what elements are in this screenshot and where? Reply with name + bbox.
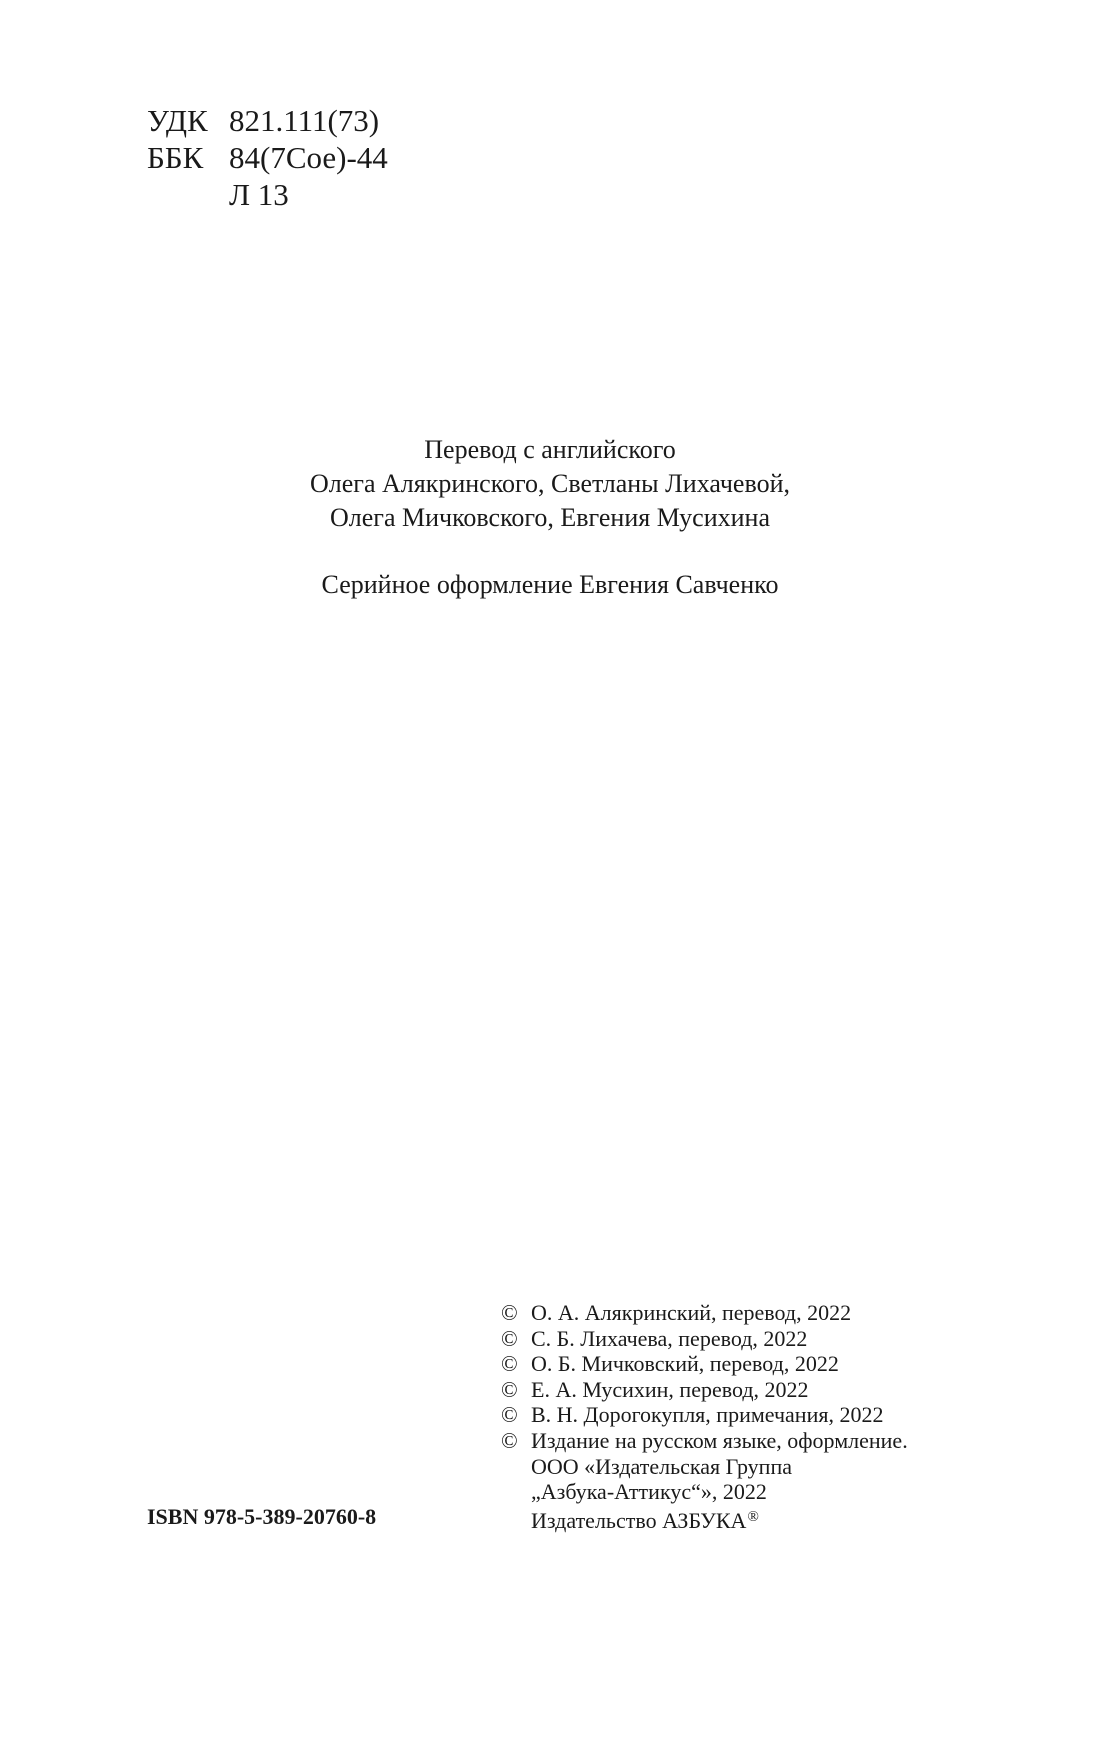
classification-block bbox=[147, 102, 388, 213]
publisher-line: ООО «Издательская Группа bbox=[531, 1453, 792, 1479]
bbk-label: ББК bbox=[147, 140, 204, 175]
copyright-text: О. Б. Мичковский, перевод, 2022 bbox=[531, 1351, 839, 1377]
copyright-sign: © bbox=[501, 1402, 518, 1428]
registered-mark: ® bbox=[747, 1508, 759, 1525]
copyright-text: Е. А. Мусихин, перевод, 2022 bbox=[531, 1376, 809, 1402]
series-design-line: Серийное оформление Евгения Савченко bbox=[321, 570, 779, 599]
copyright-sign: © bbox=[501, 1427, 518, 1453]
copyright-block bbox=[501, 1300, 908, 1533]
translators-line: Олега Мичковского, Евгения Мусихина bbox=[329, 503, 770, 532]
publisher-name: Издательство АЗБУКА bbox=[531, 1507, 747, 1533]
author-mark: Л 13 bbox=[229, 177, 289, 212]
copyright-entry bbox=[501, 1300, 908, 1326]
copyright-entry bbox=[501, 1428, 908, 1454]
udk-label: УДК bbox=[147, 103, 208, 138]
copyright-text: О. А. Алякринский, перевод, 2022 bbox=[531, 1300, 852, 1325]
copyright-sign: © bbox=[501, 1300, 518, 1325]
translators-line: Олега Алякринского, Светланы Лихачевой, bbox=[310, 469, 790, 498]
design-credits bbox=[0, 568, 1100, 602]
bbk-value: 84(7Сое)-44 bbox=[229, 140, 388, 175]
publisher-line: „Азбука-Аттикус“», 2022 bbox=[531, 1479, 767, 1505]
copyright-text: В. Н. Дорогокупля, примечания, 2022 bbox=[531, 1402, 884, 1428]
copyright-entry bbox=[501, 1402, 908, 1428]
translation-line: Перевод с английского bbox=[424, 435, 676, 464]
copyright-sign: © bbox=[501, 1351, 518, 1377]
copyright-sign: © bbox=[501, 1325, 518, 1351]
translation-credits bbox=[0, 433, 1100, 535]
copyright-entry bbox=[501, 1351, 908, 1377]
copyright-entry bbox=[501, 1377, 908, 1403]
isbn: ISBN 978-5-389-20760-8 bbox=[147, 1504, 377, 1529]
udk-row bbox=[147, 102, 388, 139]
author-mark-row bbox=[147, 176, 388, 213]
udk-value: 821.111(73) bbox=[229, 103, 380, 138]
bbk-row bbox=[147, 139, 388, 176]
publisher-line bbox=[501, 1505, 908, 1534]
copyright-entry bbox=[501, 1326, 908, 1352]
copyright-text: Издание на русском языке, оформление. bbox=[531, 1427, 908, 1453]
copyright-sign: © bbox=[501, 1376, 518, 1402]
copyright-text: С. Б. Лихачева, перевод, 2022 bbox=[531, 1325, 808, 1351]
